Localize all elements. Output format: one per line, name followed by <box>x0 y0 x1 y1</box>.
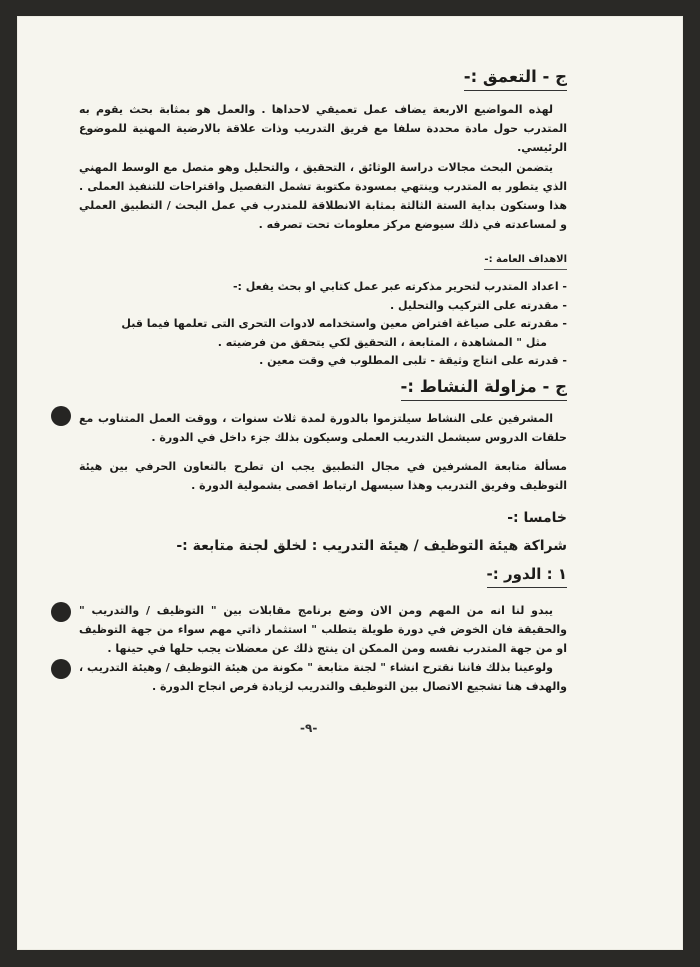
section-activity-heading: ج - مزاولة النشاط :- <box>401 376 567 401</box>
goal-item: - اعداد المتدرب لتحرير مذكرته عبر عمل كتابي او بحث يفعل :- <box>232 280 567 293</box>
page-number: -٩- <box>300 721 318 735</box>
role-paragraph-1: يبدو لنا انه من المهم ومن الان وضع برنامج مقابلات بين " التوظيف / والتدريب " والحقيقة فان الخوض في دورة طويلة يتطلب " استثمار ذاتي مهم سواء من جهة التوظيف او من جهة المتدرب نفسه ومن الممكن ان ينتج ذلك عن معضلات يجب حلها في حينها . <box>79 604 567 655</box>
activity-paragraph-1: المشرفين على النشاط سيلتزموا بالدورة لمدة ثلاث سنوات ، ووقت العمل المتناوب مع حلقات الدروس سيشمل التدريب العملى وسيكون بذلك جزء داخل في الدورة . <box>79 412 567 444</box>
deepening-paragraph-1: لهذه المواضيع الاربعة يضاف عمل تعميقي لاحداها . والعمل هو بمثابة بحث يقوم به المتدرب حول مادة محددة سلفا مع فريق التدريب وذات علاقة بالارضية المهنية للموضوع الرئيسي. <box>79 103 567 154</box>
role-paragraph-2: ولوعينا بذلك فاننا نقترح انشاء " لجنة متابعة " مكونة من هيئة التوظيف / وهيئة التدريب ، والهدف هنا تشجيع الاتصال بين التوظيف والتدريب لزيادة فرص انجاح الدورة . <box>79 661 567 693</box>
section-activity-heading-wrap <box>401 376 567 401</box>
activity-paragraph-2: مسألة متابعة المشرفين في مجال التطبيق يجب ان تطرح بالتعاون الحرفي بين هيئة التوظيف وفريق التدريب وهذا سيسهل ارتباط اقصى بشمولية الدورة . <box>79 460 567 492</box>
section-deepening-heading: ج - التعمق :- <box>464 66 567 91</box>
general-goals-heading: الاهداف العامة :- <box>484 252 567 270</box>
section-fifth-label: خامسا :- <box>507 510 567 526</box>
hole-punch-3 <box>51 659 71 679</box>
section-deepening-heading-wrap <box>464 66 567 91</box>
role-heading-wrap <box>487 563 567 588</box>
general-goals-list <box>79 278 567 371</box>
goal-item: - قدرته على انتاج وثيقة - تلبى المطلوب في وقت معين . <box>259 354 567 367</box>
general-goals-heading-wrap <box>484 247 567 270</box>
hole-punch-1 <box>51 406 71 426</box>
section-fifth-title: شراكة هيئة التوظيف / هيئة التدريب : لخلق لجنة متابعة :- <box>176 538 567 554</box>
hole-punch-2 <box>51 602 71 622</box>
deepening-paragraph-2: يتضمن البحث مجالات دراسة الوثائق ، التحقيق ، والتحليل وهو متصل مع الوسط المهني الذي يتطور به المتدرب وينتهي بمسودة مكتوبة تشمل التفصيل واقتراحات للتنفيذ العملى . هذا وستكون بداية الستة الثالثة بمثابة الانطلاقة للمتدرب في عمل البحث / التطبيق العملي و لمساعدته في ذلك سيوضع مركز معلومات تحت تصرفه . <box>79 161 567 231</box>
document-page <box>17 16 683 950</box>
goal-item: - مقدرته على التركيب والتحليل . <box>390 298 567 312</box>
goal-item-continued: مثل " المشاهدة ، المتابعة ، التحقيق لكي يتحقق من فرضيته . <box>217 335 547 349</box>
goal-item: - مقدرته على صياغة افتراض معين واستخدامه لادوات التحرى التى تعلمها فيما قبل <box>121 317 567 330</box>
role-heading: ١ : الدور :- <box>487 563 567 588</box>
